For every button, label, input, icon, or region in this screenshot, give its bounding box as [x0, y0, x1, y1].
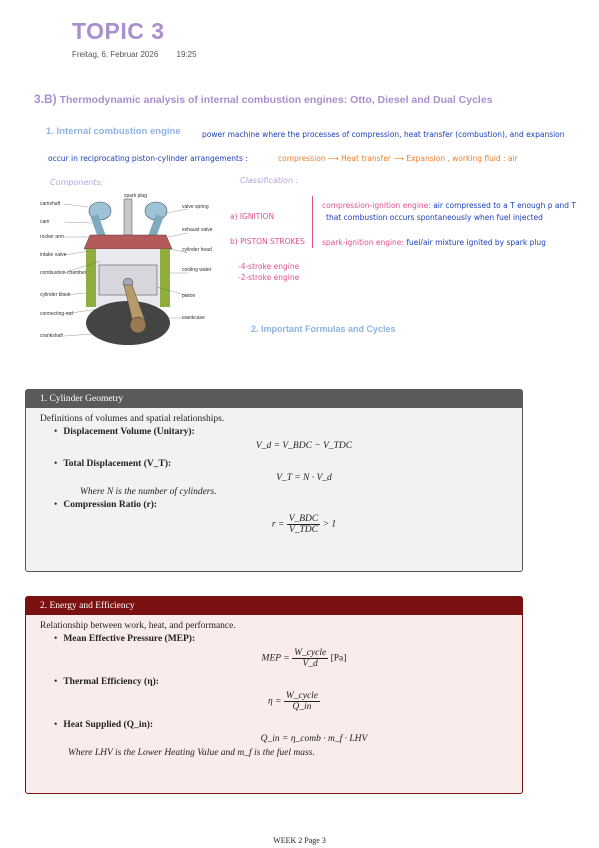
label-intake-valve: intake valve [40, 252, 67, 258]
compression-ratio-label: Compression Ratio (r): [63, 500, 158, 510]
ice-definition-line-2: occur in reciprocating piston-cylinder arrangements : [48, 154, 248, 163]
page-footer: WEEK 2 Page 3 [273, 836, 326, 845]
total-displacement-label: Total Displacement (V_T): [63, 459, 172, 469]
total-displacement-note: Where N is the number of cylinders. [80, 487, 217, 497]
cylinder-geometry-box [25, 389, 523, 572]
page-time: 19:25 [176, 50, 197, 59]
section-number: 3.B) [34, 92, 57, 106]
ratio-lhs: r = [271, 519, 285, 530]
ci-engine-label: compression-ignition engine: [322, 201, 431, 210]
mep-denominator: V_d [302, 659, 318, 669]
energy-efficiency-title: 2. Energy and Efficiency [26, 597, 522, 615]
page-date: Freitag, 6. Februar 2026 [72, 50, 159, 59]
process-flow [278, 154, 518, 163]
ice-heading: 1. Internal combustion engine [46, 126, 181, 137]
cylinder-geometry-intro: Definitions of volumes and spatial relationships. [40, 414, 225, 424]
thermal-efficiency-equation [80, 691, 508, 712]
energy-efficiency-intro: Relationship between work, heat, and performance. [40, 621, 236, 631]
compression-ratio-equation [100, 514, 508, 535]
label-spark-plug: spark plug [124, 193, 148, 199]
page-meta [72, 50, 213, 59]
ci-engine-text-2: that combustion occurs spontaneously when fuel injected [326, 213, 543, 222]
ci-engine-line-1 [322, 201, 576, 210]
label-valve-spring: valve spring [182, 204, 209, 210]
ci-engine-text-1: air compressed to a T enough p and T [433, 201, 576, 210]
displacement-equation: V_d = V_BDC − V_TDC [255, 441, 353, 451]
section-title: Thermodynamic analysis of internal combustion engines: Otto, Diesel and Dual Cycles [59, 94, 493, 106]
label-piston: piston [182, 293, 196, 299]
mep-equation [100, 648, 508, 669]
formulas-heading: 2. Important Formulas and Cycles [251, 324, 396, 334]
spark-plug-drawing [124, 199, 132, 235]
energy-efficiency-box [25, 596, 523, 794]
mep-label: Mean Effective Pressure (MEP): [63, 634, 196, 644]
classification-bracket [312, 196, 313, 248]
si-engine-label: spark-ignition engine: [322, 238, 404, 247]
ratio-denominator: V_TDC [288, 525, 318, 535]
label-rocker-arm: rocker arm [40, 234, 64, 240]
ignition-label: a) IGNITION [230, 212, 275, 221]
heat-supplied-label: Heat Supplied (Q_in): [63, 720, 154, 730]
flow-compression: compression [278, 154, 326, 163]
label-crankcase: crankcase [182, 315, 205, 321]
piston-strokes-label: b) PISTON STROKES [230, 237, 305, 246]
label-combustion-chamber: combustion chamber [40, 270, 87, 276]
total-displacement-equation: V_T = N · V_d [276, 473, 332, 483]
two-stroke-engine: -2-stroke engine [238, 273, 300, 282]
mep-unit: [Pa] [330, 653, 347, 664]
working-fluid: , working fluid : air [447, 154, 518, 163]
eta-lhs: η = [267, 696, 282, 707]
page-title: TOPIC 3 [72, 18, 165, 44]
ratio-rhs: > 1 [322, 519, 337, 530]
eta-denominator: Q_in [292, 702, 312, 712]
arrow-right-icon: ⟶ [327, 154, 342, 163]
label-connecting-rod: connecting rod [40, 311, 73, 317]
flow-expansion: Expansion [406, 154, 446, 163]
si-engine-text: fuel/air mixture ignited by spark plug [406, 238, 546, 247]
ratio-numerator: V_BDC [288, 514, 319, 524]
label-cylinder-head: cylinder head [182, 247, 212, 253]
displacement-label: Displacement Volume (Unitary): [63, 427, 195, 437]
ice-definition-line-1: power machine where the processes of compression, heat transfer (combustion), and expansion [202, 130, 565, 139]
flow-heat-transfer: Heat transfer [341, 154, 391, 163]
engine-diagram [38, 193, 213, 345]
classification-label: Classification : [240, 176, 299, 185]
section-heading [34, 92, 493, 106]
label-cylinder-block: cylinder block [40, 292, 71, 298]
mep-numerator: W_cycle [294, 648, 327, 658]
cylinder-geometry-title: 1. Cylinder Geometry [26, 390, 522, 408]
label-exhaust-valve: exhaust valve [182, 227, 213, 233]
label-camshaft: camshaft [40, 201, 61, 207]
heat-supplied-equation: Q_in = η_comb · m_f · LHV [260, 734, 368, 744]
label-cooling-water: cooling water [182, 267, 212, 273]
heat-supplied-note: Where LHV is the Lower Heating Value and m_f is the fuel mass. [68, 748, 315, 758]
label-cam: cam [40, 219, 50, 225]
crankcase-drawing [86, 301, 170, 345]
four-stroke-engine: -4-stroke engine [238, 262, 300, 271]
cylinder-head-drawing [84, 235, 172, 249]
label-crankshaft: crankshaft [40, 333, 64, 339]
thermal-efficiency-label: Thermal Efficiency (η): [63, 677, 159, 687]
components-label: Components: [50, 178, 104, 187]
arrow-right-icon: ⟶ [393, 154, 407, 163]
eta-numerator: W_cycle [285, 691, 319, 701]
si-engine-line [322, 238, 546, 247]
mep-lhs: MEP = [261, 653, 290, 664]
